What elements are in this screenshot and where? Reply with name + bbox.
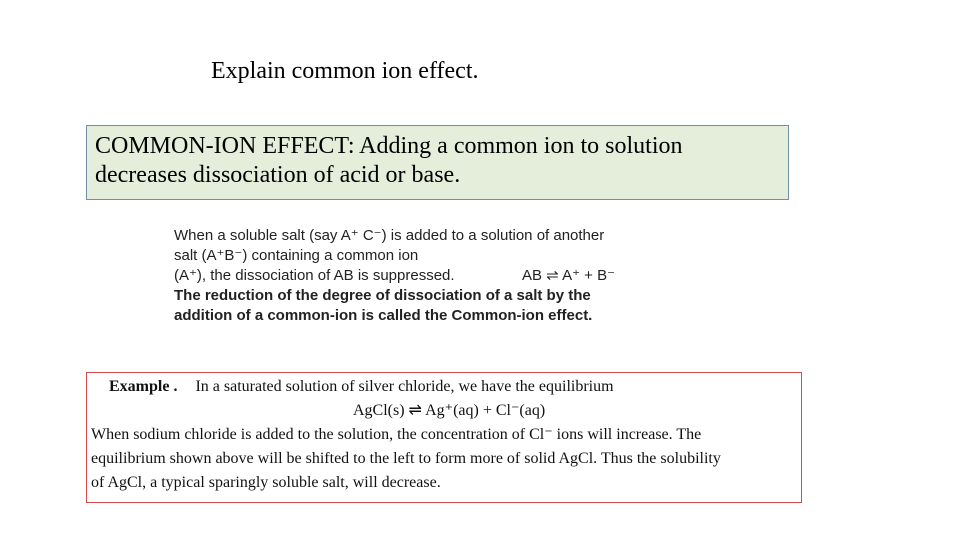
example-box	[86, 372, 802, 503]
slide-title: Explain common ion effect.	[211, 58, 479, 84]
example-line-1: In a saturated solution of silver chloride, we have the equilibrium	[195, 378, 614, 395]
explanation-line-1: When a soluble salt (say A⁺ C⁻) is added to a solution of another	[174, 227, 605, 244]
example-line-4: of AgCl, a typical sparingly soluble salt, will decrease.	[91, 474, 441, 491]
explanation-line-5: addition of a common-ion is called the Common-ion effect.	[174, 307, 593, 324]
definition-line-1: COMMON-ION EFFECT: Adding a common ion to solution	[95, 133, 683, 159]
example-label: Example .	[109, 378, 178, 395]
example-line-3: equilibrium shown above will be shifted to the left to form more of solid AgCl. Thus the solubility	[91, 450, 721, 467]
explanation-line-4: The reduction of the degree of dissociation of a salt by the	[174, 287, 591, 304]
explanation-line-3: (A⁺), the dissociation of AB is suppressed.	[174, 267, 455, 284]
definition-box	[86, 125, 789, 200]
example-line-2: When sodium chloride is added to the solution, the concentration of Cl⁻ ions will increase. The	[91, 426, 702, 443]
dissociation-equation: AB ⇌ A⁺ + B⁻	[522, 267, 616, 284]
agcl-equilibrium-equation: AgCl(s) ⇌ Ag⁺(aq) + Cl⁻(aq)	[353, 402, 546, 419]
definition-line-2: decreases dissociation of acid or base.	[95, 162, 461, 188]
explanation-line-2: salt (A⁺B⁻) containing a common ion	[174, 247, 419, 264]
common-ion-explanation	[174, 226, 694, 326]
